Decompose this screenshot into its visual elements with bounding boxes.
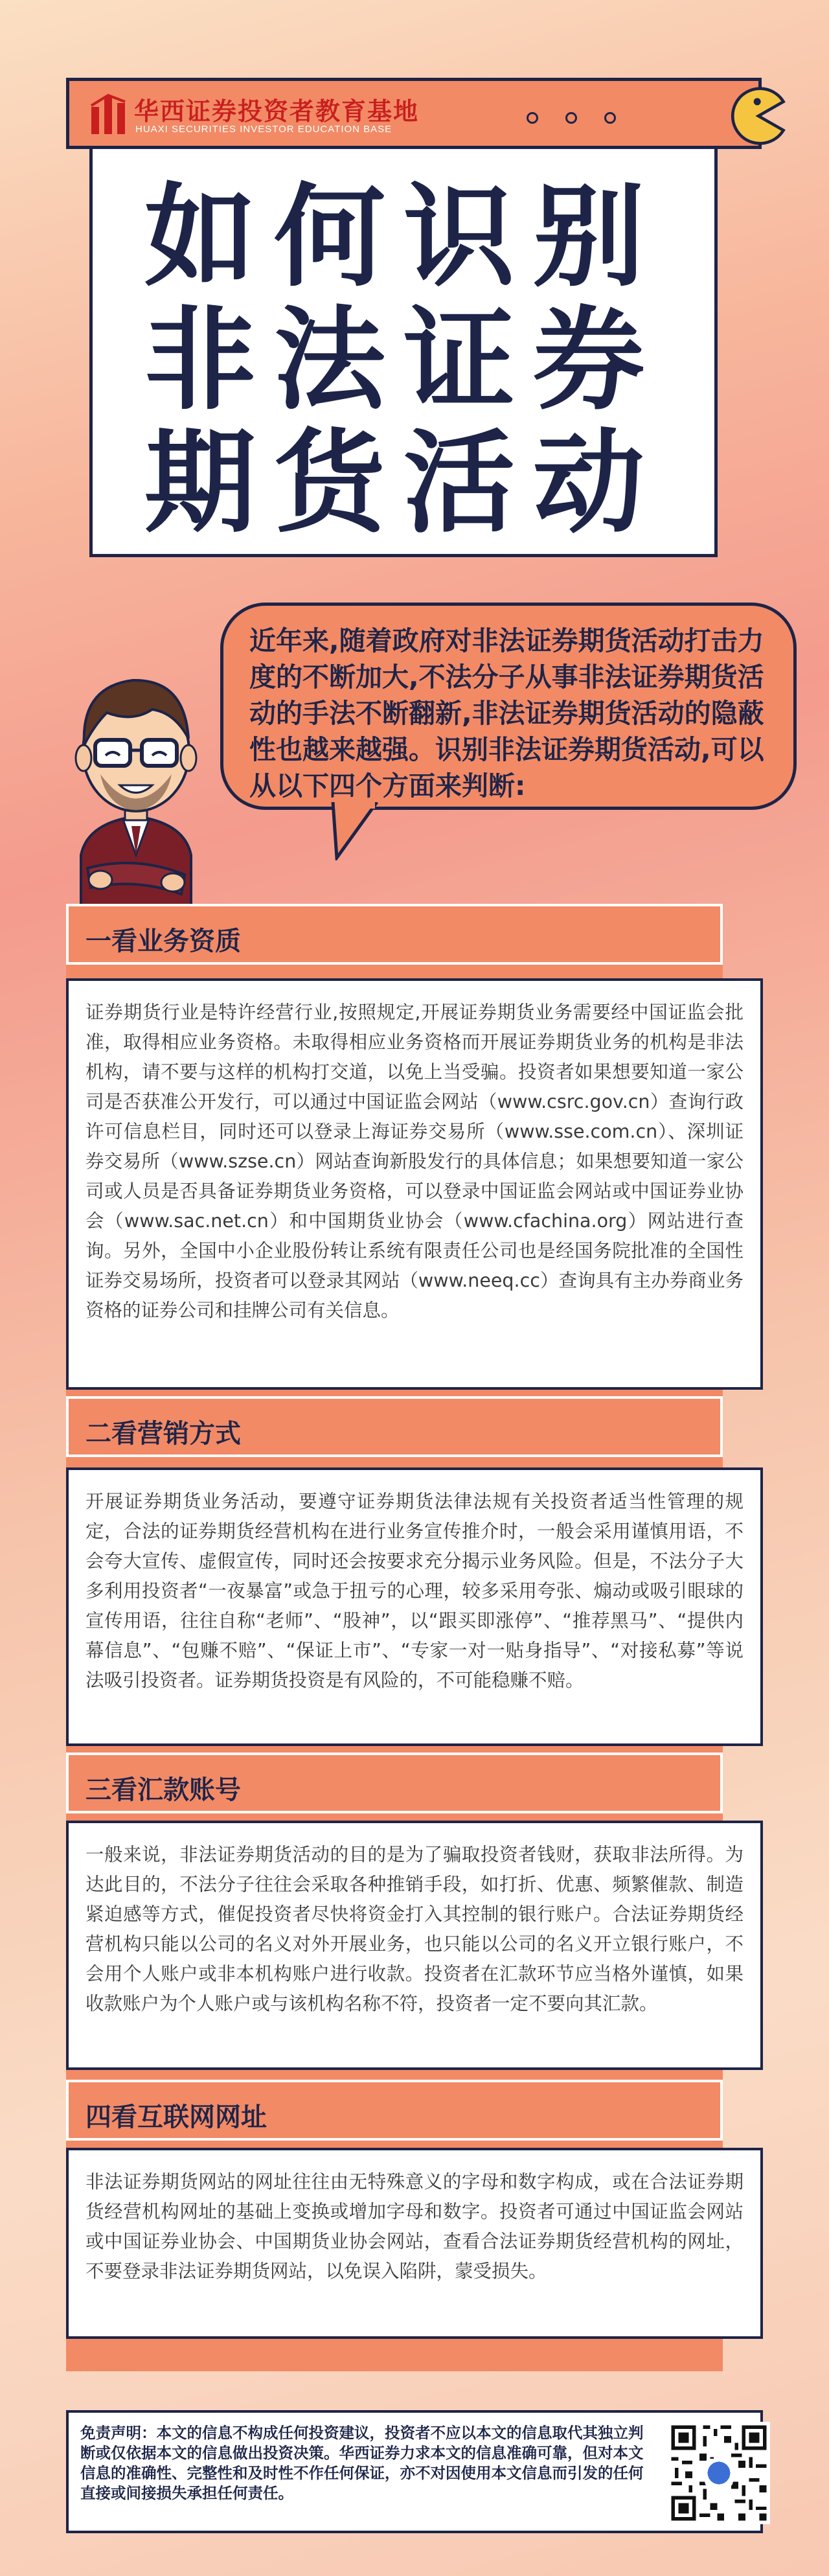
section-3-header — [66, 1753, 723, 1813]
section-2-text: 开展证券期货业务活动，要遵守证券期货法律法规有关投资者适当性管理的规定，合法的证券期货经营机构在进行业务宣传推介时，一般会采用谨慎用语，不会夸大宣传、虚假宣传，同时还会按要求充分揭示业务风险。但是，不法分子大多利用投资者“一夜暴富”或急于扭亏的心理，较多采用夸张、煽动或吸引眼球的宣传用语，往往自称“老师”、“股神”，以“跟买即涨停”、“推荐黑马”、“提供内幕信息”、“包赚不赔”、“保证上市”、“专家一对一贴身指导”、“对接私募”等说法吸引投资者。证券期货投资是有风险的，不可能稳赚不赔。 — [85, 1491, 744, 1691]
section-2-header — [66, 1396, 723, 1457]
title-line-3: 期货活动 — [144, 418, 663, 548]
section-4-title: 四看互联网网址 — [85, 2102, 267, 2132]
disclaimer-box — [66, 2410, 763, 2533]
section-1-text: 证券期货行业是特许经营行业,按照规定,开展证券期货业务需要经中国证监会批准，取得相应业务资格。未取得相应业务资格而开展证券期货业务的机构是非法机构，请不要与这样的机构打交道，以免上当受骗。投资者如果想要知道一家公司是否获准公开发行，可以通过中国证监会网站（www.csrc.gov.cn）查询行政许可信息栏目，同时还可以登录上海证券交易所（www.sse.com.cn）、深圳证券交易所（www.szse.cn）网站查询新股发行的具体信息；如果想要知道一家公司或人员是否具备证券期货业务资格，可以登录中国证监会网站或中国证券业协会（www.sac.net.cn）和中国期货业协会（www.cfachina.org）网站进行查询。另外，全国中小企业股份转让系统有限责任公司也是经国务院批准的全国性证券交易场所，投资者可以登录其网站（www.neeq.cc）查询具有主办券商业务资格的证券公司和挂牌公司有关信息。 — [85, 1002, 744, 1321]
disclaimer-text: 免责声明：本文的信息不构成任何投资建议，投资者不应以本文的信息取代其独立判断或仅依据本文的信息做出投资决策。华西证券力求本文的信息准确可靠，但对本文信息的准确性、完整性和及时性不作任何保证，亦不对因使用本文信息而引发的任何直接或间接损失承担任何责任。 — [80, 2424, 644, 2502]
section-4-header — [66, 2080, 723, 2141]
qr-code-icon[interactable] — [668, 2422, 770, 2524]
section-2-title: 二看营销方式 — [85, 1419, 241, 1449]
cartoon-man-icon — [62, 661, 210, 914]
section-1-body — [66, 978, 763, 1390]
section-1-header — [66, 904, 723, 965]
bubble-tail-icon — [330, 802, 382, 860]
section-2-body — [66, 1467, 763, 1746]
logo-chinese-name: 华西证券投资者教育基地 — [134, 97, 420, 126]
section-3-title: 三看汇款账号 — [85, 1775, 241, 1805]
title-line-2: 非法证券 — [144, 295, 663, 425]
title-box — [89, 149, 718, 557]
section-3-text: 一般来说，非法证券期货活动的目的是为了骗取投资者钱财，获取非法所得。为达此目的，不法分子往往会采取各种推销手段，如打折、优惠、频繁催款、制造紧迫感等方式，催促投资者尽快将资金打入其控制的银行账户。合法证券期货经营机构只能以公司的名义对外开展业务，也只能以公司的名义开立银行账户，不会用个人账户或非本机构账户进行收款。投资者在汇款环节应当格外谨慎，如果收款账户为个人账户或与该机构名称不符，投资者一定不要向其汇款。 — [85, 1844, 744, 2014]
section-4-text: 非法证券期货网站的网址往往由无特殊意义的字母和数字构成，或在合法证券期货经营机构网址的基础上变换或增加字母和数字。投资者可通过中国证监会网站或中国证券业协会、中国期货业协会网站，查看合法证券期货经营机构的网址，不要登录非法证券期货网站，以免误入陷阱，蒙受损失。 — [85, 2171, 744, 2282]
section-4-body — [66, 2148, 763, 2339]
dot-icon — [527, 112, 538, 124]
section-3-body — [66, 1821, 763, 2070]
dot-icon — [565, 112, 577, 124]
pacman-icon — [729, 86, 788, 146]
section-1-title: 一看业务资质 — [85, 926, 241, 956]
title-line-1: 如何识别 — [144, 172, 663, 302]
logo-english-name: HUAXI SECURITIES INVESTOR EDUCATION BASE — [135, 124, 392, 135]
huaxi-logo-icon — [89, 94, 128, 135]
intro-speech-bubble — [220, 603, 797, 810]
header-bar — [66, 78, 762, 149]
intro-text: 近年来,随着政府对非法证券期货活动打击力度的不断加大,不法分子从事非法证券期货活动的手法不断翻新,非法证券期货活动的隐蔽性也越来越强。识别非法证券期货活动,可以从以下四个方面来判断: — [249, 625, 764, 801]
dot-icon — [604, 112, 616, 124]
